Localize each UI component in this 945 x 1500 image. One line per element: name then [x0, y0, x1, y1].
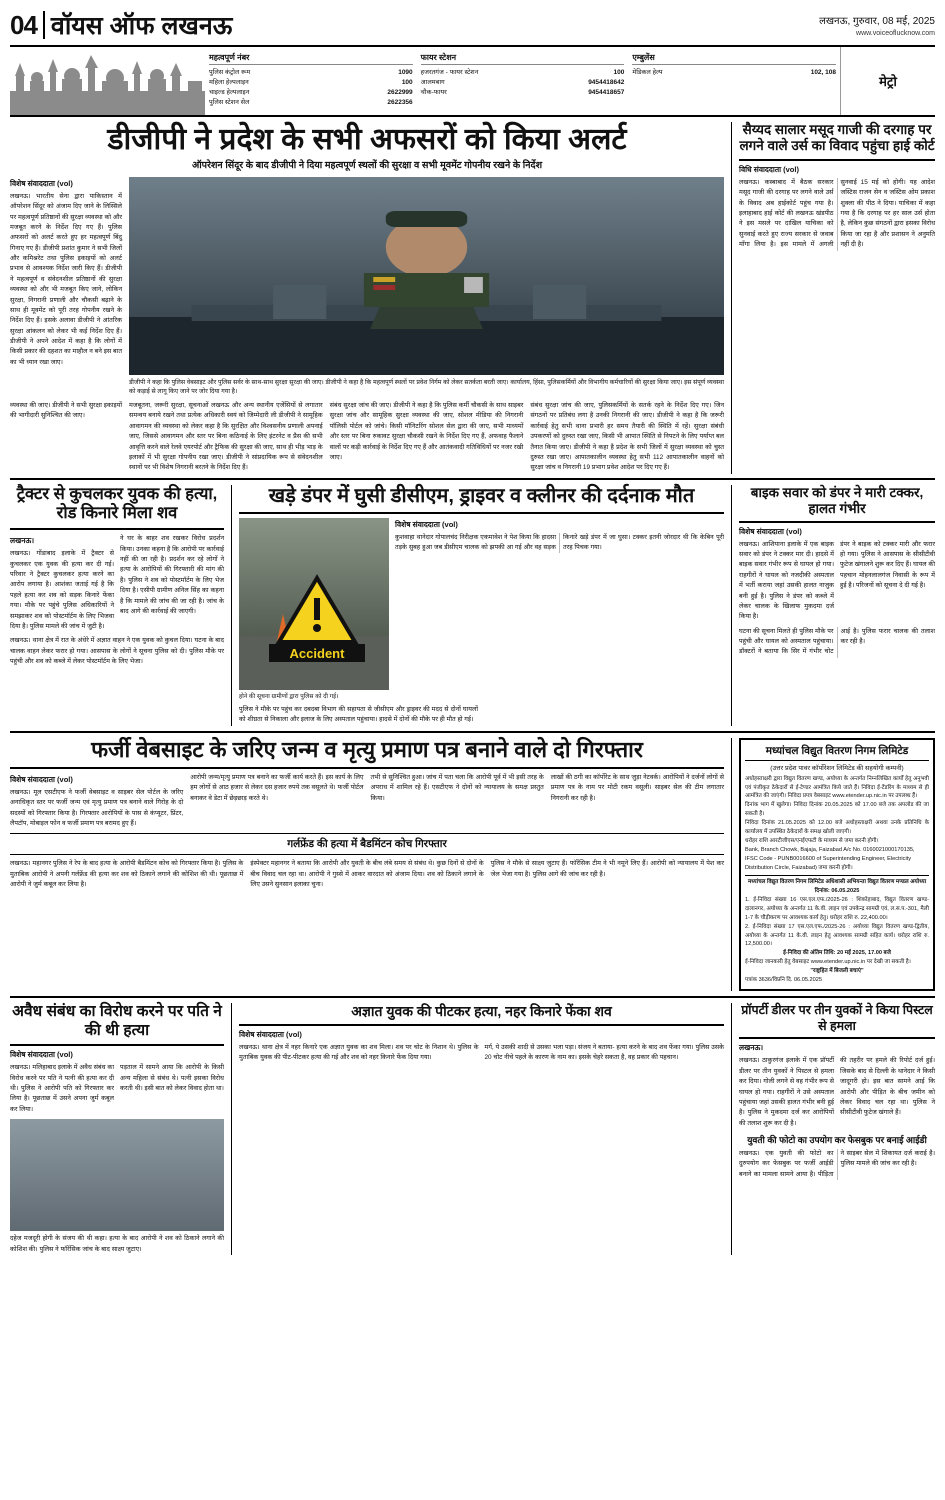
fw-col-3: लाखों की ठगी का कॉर्पोरेट के साथ जुड़ा नेटवर्क। आरोपियों ने दर्जनों लोगों से प्रमाण पत्र के नाम पर मोटी रकम वसूली। साइबर सेल की टीम लगातार निगरानी कर रही है। [550, 773, 724, 802]
helpline-label: पुलिस स्टेशन सेल [209, 99, 250, 107]
helpline-label: मेडिकल हेल्प [632, 69, 663, 76]
biker-col-3: घटना की सूचना मिलते ही पुलिस मौके पर पहुंची और घायल को अस्पताल पहुंचाया। डॉक्टरों ने बताया कि सिर में गंभीर चोट आई है। पुलिस फरार चालक की तलाश कर रही है। [739, 627, 935, 656]
lead-right-story [739, 122, 935, 474]
badminton-columns [10, 859, 724, 890]
dcm-text: कुशवाहा थानेदार गोपालचंद निरीक्षक एकमावेश ने पेश किया कि हादसा तड़के सुबह हुआ जब डीसीएम चालक को झपकी आ गई और वह सड़क किनारे खड़े डंपर में जा घुसा। टक्कर इतनी जोरदार थी कि केबिन पूरी तरह पिचक गया। [395, 533, 724, 552]
masthead-right [819, 8, 935, 40]
bc-col-0: लखनऊ। महानगर पुलिस ने रेप के बाद हत्या के आरोपी बैडमिंटन कोच को गिरफ्तार किया है। पुलिस के मुताबिक आरोपी ने अपनी गर्लफ्रेंड की हत्या कर शव को ठिकाने लगाने की कोशिश की थी। पूछताछ में आरोपी ने जुर्म कबूल कर लिया है। [10, 860, 244, 889]
helpline-label: पुलिस कंट्रोल रूम [209, 69, 251, 76]
illicit-byline: विशेष संवाददाता (vol) [10, 1050, 73, 1060]
divider [739, 159, 935, 161]
band-four [10, 998, 935, 1255]
bc-col-1: इंस्पेक्टर महानगर ने बताया कि आरोपी और युवती के बीच लंबे समय से संबंध थे। कुछ दिनों से दोनों के बीच विवाद चल रहा था। आरोपी ने गुस्से में आकर वारदात को अंजाम दिया। शव को ठिकाने लगाने के लिए उसने सुनसान इलाका चुना। [250, 860, 484, 889]
fake-website-columns [10, 773, 724, 830]
story-fake-website [10, 738, 732, 992]
lead-photo-caption: डीजीपी ने कहा कि पुलिस वेबसाइट और पुलिस सर्वर के साथ-साथ सुरक्षा सुरक्षा की जाए। डीजीपी ने कहा है कि महत्वपूर्ण स्थलों पर प्रवेश निर्गम को लेकर सतर्कता बरती जाए। कार्यालय, हिंसा, पुलिसकर्मियों और विभागीय कर्मचारियों की सुरक्षा किया जाए। इस संपूर्ण व्यवस्था को कड़ाई से लागू किए जाने पर जोर दिया गया है। [129, 378, 724, 396]
tractor-col-3: लखनऊ। थाना क्षेत्र में रात के अंधेरे में अज्ञात वाहन ने एक युवक को कुचल दिया। घटना के बाद चालक वाहन लेकर फरार हो गया। आसपास के लोगों ने सूचना पुलिस को दी। पुलिस मौके पर पहुंची और शव को कब्जे में लेकर पोस्टमॉर्टम के लिए भेजा। [10, 637, 224, 666]
ad-work-1 [745, 923, 929, 950]
helpline-number: 2622999 [387, 89, 413, 97]
ad-line-3: Bank, Branch Chowk, Bajaja, Faizabad A/c No. 0160021000170135, [745, 847, 915, 854]
lead-photo-wrap [129, 177, 724, 397]
advertisement [739, 738, 935, 992]
lead-story [10, 117, 935, 480]
masthead [10, 8, 935, 47]
unknown-youth-byline: विशेष संवाददाता (vol) [239, 1029, 302, 1039]
helpline-number: 1090 [398, 69, 413, 76]
lead-lower-columns [10, 401, 724, 474]
ad-box [739, 738, 935, 992]
story-tractor [10, 485, 232, 726]
helpline-heading: महत्वपूर्ण नंबर [209, 52, 413, 65]
lead-lower-col-3: संबंध सुरक्षा जांच की जाए, पुलिसकर्मियों के सतर्क रहने के निर्देश दिए गए। जिन संगठनों पर प्रतिबंध लगा है उनकी निगरानी की जाए। डीजीपी ने कहा है कि जरूरी कार्रवाई हेतु सभी थाना प्रभारी हर समय तैयारी की स्थिति में रहें। सुरक्षा संबंधी उपकरणों को दुरुस्त रखा जाए, किसी भी आपात स्थिति से निपटने के लिए पर्याप्त बल तैनात किया जाए। डीजीपी ने कहा है प्रदेश के सभी जिलों में सुरक्षा व्यवस्था को चुस्त दुरुस्त रखा जाए। आपातकालीन व्यवस्था हेतु सभी 112 आपातकालीन वाहनों को सुरक्षा जांच व निगरानी 19 प्रभाग प्रवेश आदेश पर दिए गए हैं। [530, 402, 725, 472]
fake-fb-id-heading: युवती की फोटो का उपयोग कर फेसबुक पर बनाई आईडी [747, 1135, 927, 1146]
helpline-col-1 [421, 52, 625, 115]
illicit-photo [10, 1119, 224, 1231]
tractor-col-1: लखनऊ। गोंडाबाद इलाके में ट्रैक्टर से कुचलकर एक युवक की हत्या कर दी गई। परिवार ने ट्रैक्टर कुचलकर हत्या करने का आरोप लगाया है। आशंका जताई गई है कि पहले हत्या कर शव को सड़क किनारे फेंका गया। मौके पर पहुंचे पुलिस अधिकारियों ने समझाकर शव को पोस्टमॉर्टम के लिए भिजवा दिया है। पुलिस मामले की जांच में जुटी है। [10, 550, 114, 630]
ad-footer-note: ई-निविदा जानकारी हेतु वेबसाइट www.etender.up.nic.in पर देखी जा सकती है। [745, 959, 911, 966]
ad-work-1-no: 2. [745, 923, 750, 930]
helpline-label: हजरतगंज - फायर स्टेशन [420, 69, 479, 76]
biker-byline: विशेष संवाददाता (vol) [739, 526, 802, 536]
ad-line-0: दिनांक भाग में खुलेगा। निविदा दिनांक 20.05.2025 को 17.00 बजे तक अपलोड की जा सकती है। [745, 802, 929, 818]
lead-byline: विशेष संवाददाता (vol) [10, 178, 73, 188]
divider [10, 1044, 224, 1046]
helpline-heading: फायर स्टेशन [421, 52, 625, 65]
publication-title: वॉयस ऑफ लखनऊ [50, 12, 233, 40]
divider [10, 528, 224, 530]
property-dealer-columns [739, 1056, 935, 1129]
badminton-coach-heading: गर्लफ्रेंड की हत्या में बैडमिंटन कोच गिरफ्तार [10, 833, 724, 855]
ad-line-5: Distribution Circle, Faizabad) जमा करनी होगी। [745, 864, 853, 871]
helpline-row [421, 78, 625, 88]
ad-intro: अधोहस्ताक्षरी द्वारा विद्युत वितरण खण्ड, अयोध्या के अन्तर्गत निम्नलिखित कार्यों हेतु अनुभवी एवं पंजीकृत ठेकेदारों से ई-टेण्डर आमंत्रित किये जाते हैं। निविदा ई-टेंडरिंग के माध्यम से ही आमंत्रित की जाएंगी। निविदा प्रपत्र वेबसाइट www.etender.up.nic.in पर उपलब्ध हैं। [745, 775, 929, 800]
helpline-label: चाइल्ड हेल्पलाइन [209, 89, 250, 97]
right-story-headline: सैय्यद सालार मसूद गाजी की दरगाह पर लगने वाले उर्स का विवाद पहुंचा हाई कोर्ट [739, 122, 935, 154]
pd-col-0: लखनऊ। ठाकुरगंज इलाके में एक प्रॉपर्टी डीलर पर तीन युवकों ने पिस्टल से हमला कर दिया। गोली लगने से वह गंभीर रूप से घायल हो गया। राहगीरों ने उसे अस्पताल पहुंचाया जहां उसकी हालत गंभीर बनी हुई है। पुलिस ने मुकदमा दर्ज कर आरोपियों की तलाश शुरू कर दी है। [739, 1057, 834, 1127]
ir-col-0: लखनऊ। मलिहाबाद इलाके में अवैध संबंध का विरोध करने पर पति ने पत्नी की हत्या कर दी थी। पुलिस ने आरोपी पति को गिरफ्तार कर लिया है। पूछताछ में उसने अपना जुर्म कबूल कर लिया। [10, 1064, 114, 1113]
fw-col-2: तभी से सुनिश्चित हुआ। जांच में पता चला कि आरोपी पूर्व में भी इसी तरह के अपराध में शामिल रहे हैं। एसटीएफ ने दोनों को न्यायालय के समक्ष प्रस्तुत किया। [370, 773, 544, 802]
helpline-row [632, 68, 836, 78]
lead-headline: डीजीपी ने प्रदेश के सभी अफसरों को किया अलर्ट [107, 123, 627, 156]
dcm-headline: खड़े डंपर में घुसी डीसीएम, ड्राइवर व क्लीनर की दर्दनाक मौत [268, 484, 695, 507]
right-story-byline: विधि संवाददाता (vol) [739, 164, 799, 174]
tractor-columns [10, 534, 224, 632]
lead-lower-col-0: व्यवस्था की जाए। डीजीपी ने सभी सुरक्षा इकाइयों की भागीदारी सुनिश्चित की जाए। [10, 402, 122, 420]
ad-title: मध्यांचल विद्युत वितरण निगम लिमिटेड [745, 744, 929, 761]
property-dealer-byline: लखनऊ। [739, 1043, 764, 1053]
helpline-label: चौक-फायर [420, 89, 447, 97]
page-number: 04 [10, 9, 37, 40]
ir-col-2: दहेज मजदूरी होगी के संजय की थी कहा। हत्या के बाद आरोपी ने शव को ठिकाने लगाने की कोशिश की। पुलिस ने फॉरेंसिक जांच के बाद साक्ष्य जुटाए। [10, 1235, 224, 1253]
helpline-heading: एम्बुलेंस [632, 52, 836, 65]
helpline-number: 9454418657 [588, 89, 625, 97]
ad-work-1-desc: ई-निविदा संख्या 17 एस.एल.एफ./2025-26 : अयोध्या विद्युत वितरण खण्ड-द्वितीय, अयोध्या के अन्तर्गत 11 के.वी. लाइन हेतु आवश्यक सामग्री सहित कार्य। धरोहर राशि रु. 12,500.00। [745, 923, 930, 948]
helpline-row [209, 68, 413, 78]
ad-line-2: धरोहर राशि आरटीजीएस/एनईएफटी के माध्यम से जमा करनी होगी। [745, 838, 879, 845]
ad-line-4: IFSC Code - PUNB0016600 of Superintending Engineer, Electricity [745, 856, 912, 863]
website-url: www.voiceoflucknow.com [856, 30, 935, 37]
helpline-label: आलमबाग [420, 79, 445, 87]
biker-col-2: डंपर ने बाइक को टक्कर मारी और फरार हो गया। पुलिस ने आसपास के सीसीटीवी फुटेज खंगालने शुरू कर दिए हैं। घायल की पहचान मोहनलालगंज निवासी के रूप में हुई है। परिजनों को सूचना दे दी गई है। [840, 540, 935, 590]
metro-section-label [840, 47, 935, 115]
ad-subtitle: (उत्तर प्रदेश पावर कॉर्पोरेशन लिमिटेड की सहयोगी कम्पनी) [770, 764, 904, 772]
city-date: लखनऊ, गुरुवार, 08 मई, 2025 [819, 16, 935, 27]
lead-lower-col-1: मजबूतना, जरूरी सुरक्षा, सूचनाओं लखनऊ और अन्य स्थानीय एजेंसियों से लगातार समन्वय बनाये रखने तथा प्रत्येक अधिकारी स्वयं को जिम्मेदारी ली डीजीपी ने सामूहिक आवागमन की व्यवस्था को लेकर कहा है कि सुरक्षित और विश्वसनीय प्रणाली अपनाई जाए, जिससे आवागमन और स्तर पर बिना कठिनाई के लिए इंटरनेट व प्रैस की सभी आवृत्ति करने वाले रेलवे एयरपोर्ट और ट्रैफिक की सुरक्षा की जाए, साथ ही भीड़ भाड़ के इलाकों में भी सुरक्षा गोपनीय रखा जाए। डीजीपी ने सांप्रदायिक रूप से संवेदनशील स्थानों पर भी विशेष निगरानी बरतने के निर्देश दिए हैं। [129, 402, 323, 472]
illicit-columns [10, 1063, 224, 1115]
lead-subheadline: ऑपरेशन सिंदूर के बाद डीजीपी ने दिया महत्वपूर्ण स्थलों की सुरक्षा व सभी मूवमेंट गोपनीय रखने के निर्देश [191, 159, 543, 171]
ir-col-1: पड़ताल में सामने आया कि आरोपी के किसी अन्य महिला से संबंध थे। पत्नी इसका विरोध करती थी। इसी बात को लेकर विवाद होता था। [120, 1064, 224, 1093]
story-dumper-dcm [239, 485, 732, 726]
masthead-divider [43, 11, 45, 39]
story-unknown-youth [239, 1003, 732, 1255]
divider [239, 1024, 724, 1026]
right-story-text: लखनऊ। कस्बाबाद में बैठक सरकार मसूद गाजी की दरगाह पर लगने वाले उर्स के विवाद अब हाईकोर्ट पहुंच गया है। इलाहाबाद हाई कोर्ट की लखनऊ खंडपीठ ने इस मसले पर दाखिल याचिका को सुनवाई करते हुए राज्य सरकार से जवाब माँगा लिया है। इस मामले में अगली सुनवाई 15 मई को होगी। यह आदेश जस्टिस राजन सेन व जस्टिस ओम प्रकाश शुक्ला की पीठ ने दिया। याचिका में कहा गया है कि दरगाह पर हर साल उर्स होता है, लेकिन कुछ संगठनों द्वारा इसका विरोध किया जा रहा है और प्रशासन ने अनुमति नहीं दी है। [739, 178, 935, 249]
ad-work-0-desc: ई-निविदा संख्या 16 एस.एल.एफ./2025-26 : शिकोहाबाद, विद्युत वितरण खण्ड-दालानगर, अयोध्या के अन्तर्गत 11 के.वी. लाइन एवं उपकेन्द्र सामग्री एवं, ल.स.प.-301, मैली 1-7 के चौड़ीकरण पर आवश्यक कार्य हेतु। धरोहर राशि रु. 22,400.00। [745, 896, 929, 921]
ad-reference: पत्रांक 3636/विप्रनि दि. 06.05.2025 [745, 977, 822, 984]
masthead-left [10, 8, 232, 42]
tractor-byline: लखनऊ। [10, 536, 35, 546]
helpline-col-2 [632, 52, 836, 115]
biker-col-1: लखनऊ। आशियाना इलाके में एक बाइक सवार को डंपर ने टक्कर मार दी। हादसे में बाइक सवार गंभीर रूप से घायल हो गया। राहगीरों ने घायल को नजदीकी अस्पताल में भर्ती कराया जहां उसकी हालत नाजुक बनी हुई है। पुलिस ने डंपर को कब्जे में लेकर चालक के खिलाफ मुकदमा दर्ज किया है। [739, 540, 834, 621]
helpline-number: 102, 108 [810, 69, 837, 76]
story-illicit-relation [10, 1003, 232, 1255]
fw-col-1: आरोपी जन्म/मृत्यु प्रमाण पत्र बनाने का फर्जी कार्य करते हैं। इस कार्य के लिए हम लोगों से आठ हजार से लेकर दस हजार रुपये तक वसूलते थे। फर्जी पोर्टल बनाकर वे डेटा में छेड़छाड़ करते थे। [190, 773, 364, 802]
helpline-label: महिला हेल्पलाइन [209, 79, 249, 87]
svg-text:Accident: Accident [289, 645, 345, 661]
divider [10, 767, 724, 769]
uy-col-1: मर्ग, ये उसकी शादी से उसका भला पड़ा। संजय ने बताया- हत्या करने के बाद शव फेंका गया। पुलिस उसके 20 चोट नीचे पहले के कारण के नाम का। इसके चेहरे सकता है, वह प्रकार की पहचान। [484, 1043, 724, 1062]
illicit-headline: अवैध संबंध का विरोध करने पर पति ने की थी हत्या [12, 1003, 222, 1039]
divider [239, 512, 724, 514]
pd-col-1: की तहरीर पर हमले की रिपोर्ट दर्ज हुई। जिसके बाद से दिल्ली के थानेदार ने किसी जादूगरी हो। इस बात सामने आई कि आरोपी और पीड़ित के बीच जमीन को लेकर विवाद चल रहा था। पुलिस ने सीसीटीवी फुटेज खंगाले हैं। [840, 1057, 935, 1117]
info-strip [10, 47, 935, 117]
dcm-body [239, 518, 724, 701]
pd-col-2: लखनऊ। एक युवती की फोटो का दुरुपयोग कर फेसबुक पर फर्जी आईडी बनाने का मामला सामने आया है। पीड़िता ने साइबर सेल में शिकायत दर्ज कराई है। पुलिस मामले की जांच कर रही है। [739, 1150, 935, 1178]
story-biker-dumper [739, 485, 935, 726]
ad-slogan: "राष्ट्रहित में बिजली बचाएं" [810, 968, 864, 975]
uy-col-0: लखनऊ। थाना क्षेत्र में नहर किनारे एक अज्ञात युवक का शव मिला। शव पर चोट के निशान थे। पुलिस के मुताबिक युवक की पीट-पीटकर हत्या की गई और शव को नहर किनारे फेंक दिया गया। [239, 1043, 479, 1062]
helpline-number: 9454418642 [588, 79, 625, 87]
lead-photo-press-conference [129, 177, 724, 375]
fw-col-0: लखनऊ। मूल एसटीएफ ने फर्जी वेबसाइट व साइबर सेल पोर्टल के जरिए अनाधिकृत स्तर पर फर्जी जन्म एवं मृत्यु प्रमाण पत्र बनाने वाले गिरोह के दो सदस्यों को गिरफ्तार किया है। गिरफ्तार आरोपियों के पास से कंप्यूटर, प्रिंटर, लैपटॉप, मोबाइल फोन व फर्जी प्रमाण पत्र बरामद हुए हैं। [10, 788, 184, 827]
dcm-byline: विशेष संवाददाता (vol) [395, 519, 458, 529]
helpline-row [209, 88, 413, 98]
helpline-row [209, 78, 413, 88]
helpline-columns [205, 47, 840, 115]
fake-website-headline: फर्जी वेबसाइट के जरिए जन्म व मृत्यु प्रमाण पत्र बनाने वाले दो गिरफ्तार [91, 736, 643, 762]
ad-deadline: ई-निविदा की अंतिम तिथि: 20 मई 2025, 17.00 बजे [783, 950, 891, 957]
dcm-text-lower: पुलिस ने मौके पर पहुंच कर दबदबा विभाग की सहायता से जीसीएम और ड्राइवर की मदद से दोनों घायलों को शीघ्रता से निकाला और इलाज के लिए अस्पताल पहुंचाया। हादसे में दोनों की मौके पर ही मौत हो गई। [239, 705, 478, 724]
biker-columns [739, 540, 935, 623]
tractor-headline: ट्रैक्टर से कुचलकर युवक की हत्या, रोड किनारे मिला शव [16, 484, 218, 523]
unknown-youth-columns [239, 1043, 724, 1064]
helpline-row [421, 68, 625, 78]
dcm-photo-wrap [239, 518, 389, 701]
ad-line-1: निविदा दिनांक 21.05.2025 को 12.00 बजे अधोहस्ताक्षरी अथवा उनके प्रतिनिधि के कार्यालय में उपस्थित ठेकेदारों के समक्ष खोली जाएगी। [745, 820, 929, 836]
lead-col1-text: लखनऊ। भारतीय सेना द्वारा पाकिस्तान में ऑपरेशन सिंदूर को अंजाम दिए जाने के लिस्सिले पर महत्वपूर्ण प्रतिष्ठानों की सुरक्षा व्यवस्था को और मजबूत करने के निर्देश दिए गए हैं। पुलिस अफसरों को अलर्ट करते हुए हर महत्वपूर्ण बिंदु गिनाए गए हैं। डीजीपी प्रशांत कुमार ने सभी जिलों और कमिश्नरेट तथा पुलिस इकाइयों को अलर्ट प्रभाव से आवश्यक निर्देश जारी किए हैं। डीजीपी ने महत्वपूर्ण व संवेदनशील प्रतिष्ठानों की सुरक्षा व्यवस्था को और भी मजबूत किए जाने, लोकिन सुरक्षा, निगरानी प्रणाली और चौकसी बढ़ाने के साथ ही मूवमेंट को पूरी तरह गोपनीय रखने के निर्देश दिए हैं। इसके अलावा डीजीपी ने आंतरिक सुरक्षा आंकलन को लेकर भी कई निर्देश दिए हैं। डीजीपी ने अपने आदेश में कहा है कि लोगों में किसी प्रकार की दहशत का माहौल न बने इस बात का भी ध्यान रखा जाए। [10, 192, 122, 366]
helpline-number: 2622356 [387, 99, 413, 107]
story-property-dealer [739, 1003, 935, 1255]
biker-headline: बाइक सवार को डंपर ने मारी टक्कर, हालत गंभीर [750, 484, 924, 517]
divider [739, 521, 935, 523]
metro-label: मेट्रो [879, 74, 897, 89]
lead-lower-col-2: संबंध सुरक्षा जांच की जाए। डीजीपी ने कहा है कि पुलिस कर्मी चौकसी के साथ साइबर सुरक्षा जांच और सामूहिक सुरक्षा व्यवस्था की जाए, सोशल मीडिया की निगरानी पॉलिसी पोर्टल को जांचे। किसी मॉनिटरिंग सोशल सेल द्वारा की जाए, सभी माध्यमों और स्तर पर बिना रुकावट सुरक्षा चौकसी रखने के निर्देश दिए गए हैं, अफवाह फैलाने वालों पर कड़ी कार्रवाई के निर्देश दिए गए हैं और आतंकवादी गतिविधियों पर नजर रखी जाए। [329, 402, 524, 461]
dcm-text-wrap [395, 518, 724, 701]
fake-website-byline: विशेष संवाददाता (vol) [10, 774, 73, 784]
band-two [10, 480, 935, 733]
ad-work-0 [745, 896, 929, 923]
helpline-row [421, 88, 625, 98]
dcm-photo-caption: होने की सूचना ग्रामीणों द्वारा पुलिस को दी गई। [239, 692, 339, 700]
ad-work-0-no: 1. [745, 896, 750, 903]
skyline-graphic [10, 47, 205, 115]
lead-body [10, 177, 724, 397]
ad-date: दिनांक: 06.05.2025 [814, 887, 860, 894]
lead-column-1 [10, 177, 122, 397]
accident-photo [239, 518, 389, 690]
bc-col-2: पुलिस ने मौके से साक्ष्य जुटाए हैं। फॉरेंसिक टीम ने भी नमूने लिए हैं। आरोपी को न्यायालय में पेश कर जेल भेजा गया है। पुलिस आगे की जांच कर रही है। [490, 860, 724, 878]
property-dealer-headline: प्रॉपर्टी डीलर पर तीन युवकों ने किया पिस्टल से हमला [741, 1003, 933, 1033]
band-three [10, 733, 935, 999]
helpline-number: 100 [613, 69, 625, 76]
tractor-col-2: ने घर के बाहर शव रखकर विरोध प्रदर्शन किया। उनका कहना है कि आरोपी पर कार्रवाई नहीं की जा रही है। प्रदर्शन कर रहे लोगों ने हत्या के आरोपियों की गिरफ्तारी की मांग की है। पुलिस ने शव को पोस्टमॉर्टम के लिए भेज दिया है। एसीपी ग्रामीण अनिल सिंह का कहना है कि मामले की जांच की जा रही है। जांच के बाद आगे की कार्रवाई की जाएगी। [120, 535, 224, 615]
helpline-row [209, 98, 413, 108]
lead-main [10, 122, 732, 474]
ad-worklist-heading: मध्यांचल विद्युत वितरण निगम लिमिटेड अधिशासी अभियन्ता विद्युत वितरण मण्डल अयोध्या [745, 875, 929, 887]
divider [739, 1037, 935, 1039]
helpline-number: 100 [401, 79, 413, 87]
unknown-youth-headline: अज्ञात युवक की पीटकर हत्या, नहर किनारे फेंका शव [351, 1003, 612, 1020]
helpline-col-0 [209, 52, 413, 115]
